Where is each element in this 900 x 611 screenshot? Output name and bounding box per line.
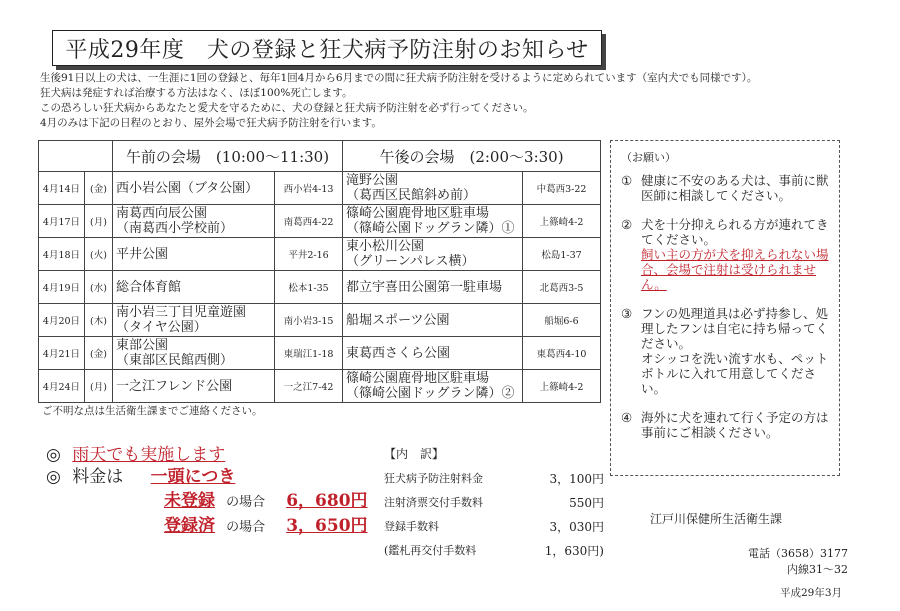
pm-address-cell: 東葛西4-10 <box>523 337 601 370</box>
intro-line: 狂犬病は発症すれば治療する方法はなく、ほぼ100%死亡します。 <box>40 87 353 99</box>
weekday-cell: (木) <box>85 304 113 337</box>
office-name: 江戸川保健所生活衛生課 <box>650 512 783 526</box>
breakdown-amount: 1，630円) <box>544 543 604 558</box>
schedule-row <box>39 304 601 337</box>
request-body <box>641 217 829 292</box>
pm-venue-cell: 篠崎公園鹿骨地区駐車場 （篠崎公園ドッグラン隣）① <box>343 205 523 238</box>
breakdown-amount: 3，100円 <box>549 471 604 486</box>
request-title: （お願い） <box>621 151 676 164</box>
breakdown-row <box>384 514 604 538</box>
contact-note: ご不明な点は生活衛生課までご連絡ください。 <box>42 405 263 417</box>
breakdown-amount: 550円 <box>569 495 604 510</box>
registered-line <box>164 511 368 536</box>
request-body <box>641 306 829 396</box>
breakdown-row <box>384 490 604 514</box>
rain-text: 雨天でも実施します <box>72 445 226 465</box>
intro-line: この恐ろしい狂犬病からあなたと愛犬を守るために、犬の登録と狂犬病予防注射を必ず行ってください。 <box>40 102 534 114</box>
request-number: ① <box>621 173 633 188</box>
date-cell: 4月24日 <box>39 370 85 403</box>
intro-line: 4月のみは下記の日程のとおり、屋外会場で狂犬病予防注射を行います。 <box>40 117 382 129</box>
am-address-cell: 東瑞江1-18 <box>275 337 343 370</box>
am-venue-cell: 平井公園 <box>113 238 275 271</box>
office-info <box>648 510 848 577</box>
am-address-cell: 西小岩4-13 <box>275 172 343 205</box>
pm-address-cell: 松島1-37 <box>523 238 601 271</box>
fee-label: 料金は <box>72 467 124 487</box>
intro-line: 生後91日以上の犬は、一生涯に1回の登録と、毎年1回4月から6月までの間に狂犬病予防注射を受けるように定められています（室内犬でも同様です）。 <box>40 72 758 84</box>
request-text: フンの処理道具は必ず持参し、処理したフンは自宅に持ち帰ってください。 オシッコを洗い流す水も、ペットボトルに入れて用意してください。 <box>641 306 829 396</box>
fee-line <box>46 462 235 487</box>
request-number: ④ <box>621 410 633 425</box>
schedule-table <box>38 140 601 403</box>
schedule-row <box>39 271 601 304</box>
pm-venue-cell: 滝野公園 （葛西区民館斜め前） <box>343 172 523 205</box>
request-item <box>621 410 829 440</box>
date-cell: 4月20日 <box>39 304 85 337</box>
pm-venue-cell: 篠崎公園鹿骨地区駐車場 （篠崎公園ドッグラン隣）② <box>343 370 523 403</box>
pm-address-cell: 上篠崎4-2 <box>523 370 601 403</box>
weekday-cell: (水) <box>85 271 113 304</box>
date-cell: 4月21日 <box>39 337 85 370</box>
bullet-mark: ◎ <box>46 467 61 487</box>
request-box <box>610 140 840 476</box>
pm-venue-cell: 東小松川公園 （グリーンパレス横） <box>343 238 523 271</box>
fees-section <box>46 436 386 536</box>
unregistered-line <box>164 486 368 511</box>
am-address-cell: 松本1-35 <box>275 271 343 304</box>
am-address-cell: 一之江7-42 <box>275 370 343 403</box>
request-item <box>621 306 829 396</box>
breakdown-row <box>384 538 604 562</box>
fee-breakdown <box>384 445 604 562</box>
notice-title <box>52 30 602 66</box>
office-extension: 内線31〜32 <box>787 563 848 576</box>
am-address-cell: 平井2-16 <box>275 238 343 271</box>
request-item <box>621 217 829 292</box>
pm-venue-cell: 東葛西さくら公園 <box>343 337 523 370</box>
per-dog-text: 一頭につき <box>150 467 236 487</box>
schedule-row <box>39 205 601 238</box>
pm-address-cell: 中葛西3-22 <box>523 172 601 205</box>
request-body <box>641 410 829 440</box>
schedule-row <box>39 238 601 271</box>
pm-address-cell: 船堀6-6 <box>523 304 601 337</box>
breakdown-label: 注射済票交付手数料 <box>384 496 483 509</box>
case-suffix: の場合 <box>226 495 266 510</box>
issue-date: 平成29年3月 <box>779 587 842 599</box>
request-warning: 飼い主の方が犬を抑えられない場合、会場で注射は受けられません。 <box>641 247 829 292</box>
pm-address-cell: 上篠崎4-2 <box>523 205 601 238</box>
breakdown-label: 登録手数料 <box>384 520 439 533</box>
am-venue-cell: 東部公園 （東部区民館西側） <box>113 337 275 370</box>
pm-address-cell: 北葛西3-5 <box>523 271 601 304</box>
registered-label: 登録済 <box>164 516 215 536</box>
weekday-cell: (金) <box>85 172 113 205</box>
intro-text <box>40 71 880 131</box>
am-venue-cell: 南小岩三丁目児童遊園 （タイヤ公園） <box>113 304 275 337</box>
pm-venue-cell: 船堀スポーツ公園 <box>343 304 523 337</box>
am-venue-cell: 西小岩公園（ブタ公園） <box>113 172 275 205</box>
weekday-cell: (月) <box>85 370 113 403</box>
date-cell: 4月17日 <box>39 205 85 238</box>
unregistered-label: 未登録 <box>164 491 215 511</box>
breakdown-row <box>384 466 604 490</box>
am-header: 午前の会場 (10:00〜11:30) <box>113 141 343 172</box>
breakdown-amount: 3，030円 <box>549 519 604 534</box>
bullet-mark: ◎ <box>46 445 61 465</box>
unregistered-price: 6，680円 <box>286 491 368 511</box>
request-item <box>621 173 829 203</box>
pm-venue-cell: 都立宇喜田公園第一駐車場 <box>343 271 523 304</box>
am-address-cell: 南葛西4-22 <box>275 205 343 238</box>
schedule-row <box>39 370 601 403</box>
office-phone: 電話（3658）3177 <box>748 547 848 560</box>
date-cell: 4月19日 <box>39 271 85 304</box>
pm-header: 午後の会場 (2:00〜3:30) <box>343 141 601 172</box>
case-suffix: の場合 <box>226 520 266 535</box>
date-cell: 4月18日 <box>39 238 85 271</box>
request-body <box>641 173 829 203</box>
request-number: ③ <box>621 306 633 321</box>
request-number: ② <box>621 217 633 232</box>
registered-price: 3，650円 <box>286 516 368 536</box>
am-venue-cell: 一之江フレンド公園 <box>113 370 275 403</box>
blank-header <box>39 141 113 172</box>
weekday-cell: (金) <box>85 337 113 370</box>
request-text: 犬を十分抑えられる方が連れてきてください。 <box>641 217 829 247</box>
am-venue-cell: 総合体育館 <box>113 271 275 304</box>
am-venue-cell: 南葛西向辰公園 （南葛西小学校前） <box>113 205 275 238</box>
weekday-cell: (火) <box>85 238 113 271</box>
table-header-row <box>39 141 601 172</box>
breakdown-label: (鑑札再交付手数料 <box>384 544 477 557</box>
request-text: 海外に犬を連れて行く予定の方は事前にご相談ください。 <box>641 410 829 440</box>
am-address-cell: 南小岩3-15 <box>275 304 343 337</box>
weekday-cell: (月) <box>85 205 113 238</box>
schedule-row <box>39 172 601 205</box>
date-cell: 4月14日 <box>39 172 85 205</box>
breakdown-label: 狂犬病予防注射料金 <box>384 472 483 485</box>
schedule-row <box>39 337 601 370</box>
request-text: 健康に不安のある犬は、事前に獣医師に相談してください。 <box>641 173 829 203</box>
title-text: 平成29年度 犬の登録と狂犬病予防注射のお知らせ <box>65 37 589 63</box>
breakdown-title: 【内 訳】 <box>384 447 445 461</box>
